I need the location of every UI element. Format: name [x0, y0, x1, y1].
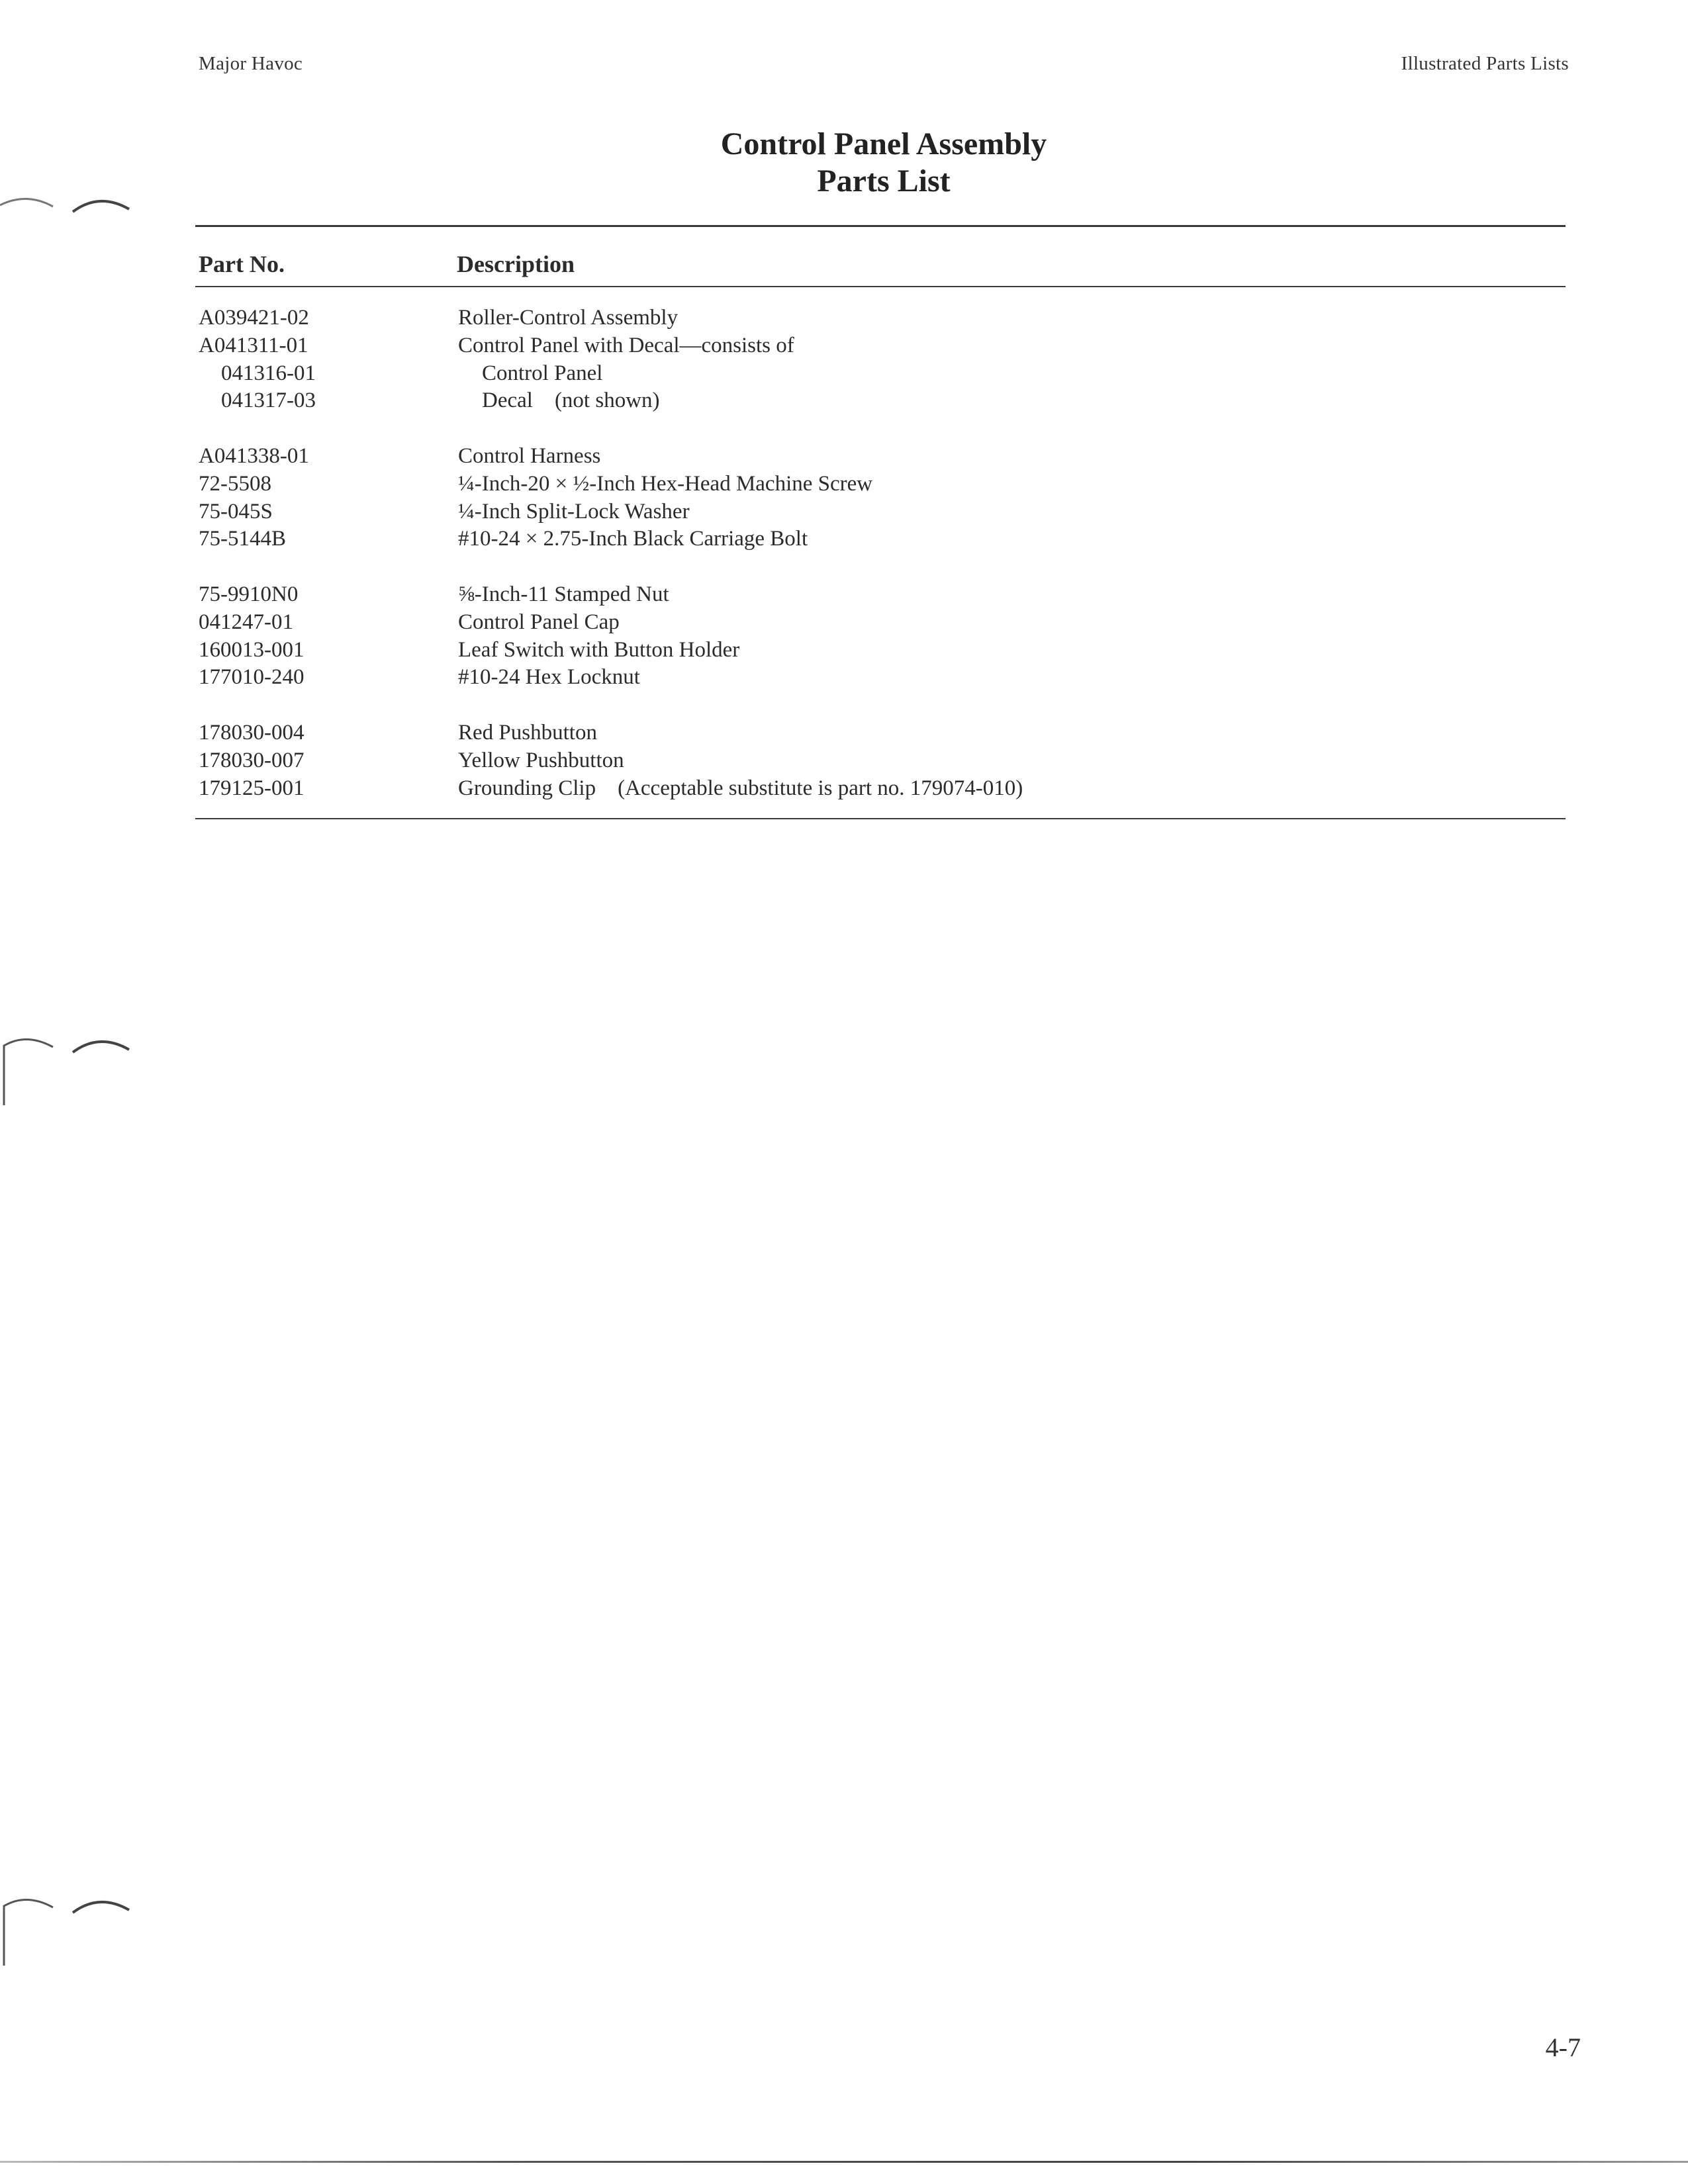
part-number: A039421-02 [199, 306, 309, 330]
part-description: ⅝-Inch-11 Stamped Nut [458, 582, 669, 606]
part-description: Control Harness [458, 443, 601, 468]
part-description: ¼-Inch-20 × ½-Inch Hex-Head Machine Screw [458, 471, 873, 496]
parts-row [199, 304, 1562, 332]
header-rule [195, 286, 1566, 287]
binder-hole-mark [0, 192, 132, 232]
parts-row-sub [199, 387, 1562, 415]
parts-row [199, 719, 1562, 747]
part-description: Control Panel Cap [458, 610, 620, 634]
parts-row [199, 332, 1562, 360]
binder-hole-mark [0, 1032, 132, 1112]
title-line-1: Control Panel Assembly [720, 126, 1047, 161]
part-number: 179125-001 [199, 776, 305, 800]
part-description: ¼-Inch Split-Lock Washer [458, 499, 690, 523]
part-number: 72-5508 [199, 471, 271, 496]
part-description: Control Panel with Decal—consists of [458, 333, 794, 357]
running-head-left: Major Havoc [199, 53, 303, 74]
parts-row [199, 609, 1562, 637]
parts-list [199, 304, 1562, 802]
part-number: 177010-240 [199, 665, 305, 690]
parts-row [199, 775, 1562, 803]
running-head-right: Illustrated Parts Lists [1401, 53, 1569, 74]
part-number: 178030-007 [199, 748, 305, 772]
part-description: Decal (not shown) [482, 388, 660, 413]
part-description: Yellow Pushbutton [458, 748, 624, 772]
parts-row [199, 471, 1562, 498]
part-description: Control Panel [482, 361, 603, 385]
part-description: Roller-Control Assembly [458, 306, 679, 330]
parts-row [199, 637, 1562, 664]
part-number: A041311-01 [199, 333, 308, 357]
parts-row [199, 443, 1562, 471]
part-description: #10-24 × 2.75-Inch Black Carriage Bolt [458, 527, 808, 551]
part-number: 160013-001 [199, 637, 305, 662]
column-header-part-no: Part No. [199, 251, 285, 277]
bottom-rule [195, 818, 1566, 819]
parts-row [199, 664, 1562, 692]
page-bottom-edge [0, 2161, 1688, 2163]
top-rule [195, 225, 1566, 227]
part-number: 041317-03 [221, 388, 316, 413]
parts-row [199, 747, 1562, 775]
part-description: #10-24 Hex Locknut [458, 665, 640, 690]
parts-row [199, 498, 1562, 526]
parts-row [199, 525, 1562, 553]
part-number: 041316-01 [221, 361, 316, 385]
part-number: 178030-004 [199, 720, 305, 745]
part-number: 75-5144B [199, 527, 286, 551]
column-header-description: Description [457, 251, 575, 277]
part-number: 75-9910N0 [199, 582, 299, 606]
part-description: Red Pushbutton [458, 720, 597, 745]
part-number: 75-045S [199, 499, 273, 523]
title-line-2: Parts List [817, 163, 951, 199]
parts-row [199, 581, 1562, 609]
part-description: Leaf Switch with Button Holder [458, 637, 740, 662]
page-number: 4-7 [1545, 2032, 1581, 2062]
part-number: 041247-01 [199, 610, 293, 634]
part-number: A041338-01 [199, 443, 309, 468]
part-description: Grounding Clip (Acceptable substitute is part no. 179074-010) [458, 776, 1023, 800]
page-title [0, 126, 1688, 200]
binder-hole-mark [0, 1893, 132, 1972]
parts-row-sub [199, 360, 1562, 388]
